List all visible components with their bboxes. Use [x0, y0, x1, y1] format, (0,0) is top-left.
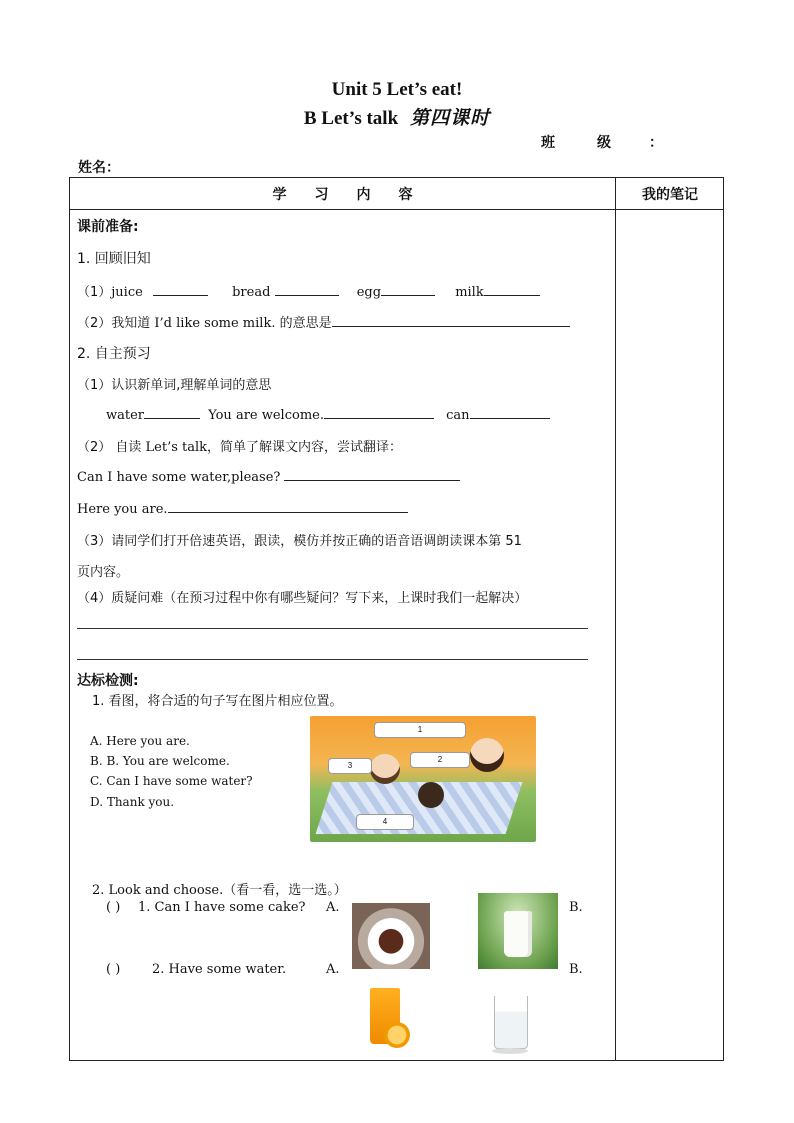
read-aloud-instruction-cont: 页内容。	[77, 565, 130, 580]
task1-instruction: 1. 看图，将合适的句子写在图片相应位置。	[92, 694, 343, 709]
answer-blank[interactable]	[332, 314, 570, 327]
unit-title: Unit 5 Let’s eat!	[331, 79, 463, 100]
speech-bubble-4[interactable]: 4	[356, 814, 414, 830]
milk-glass	[504, 911, 532, 957]
q1-option-a-label: A.	[326, 900, 340, 915]
picnic-image	[310, 716, 536, 842]
water-glass	[494, 996, 528, 1049]
q2-option-a-label: A.	[326, 962, 340, 977]
q1-answer-paren[interactable]: ( )	[106, 900, 121, 915]
answer-blank[interactable]	[275, 283, 339, 296]
q2-answer-paren[interactable]: ( )	[106, 962, 121, 977]
answer-blank[interactable]	[284, 468, 460, 481]
answer-blank[interactable]	[484, 283, 540, 296]
option-a: A. Here you are.	[90, 734, 190, 748]
translate-sentence-2: Here you are.	[77, 500, 408, 517]
answer-blank[interactable]	[153, 283, 208, 296]
questions-instruction: （4）质疑问难（在预习过程中你有哪些疑问？写下来，上课时我们一起解决）	[77, 591, 528, 606]
orange-juice-image[interactable]	[364, 984, 414, 1054]
q2-option-b-label: B.	[569, 962, 583, 977]
task2-instruction: 2. Look and choose.（看一看，选一选。）	[92, 883, 347, 898]
lesson-period: 第四课时	[410, 108, 491, 129]
translate-sentence-1: Can I have some water,please?	[77, 468, 460, 485]
option-c: C. Can I have some water?	[90, 774, 253, 788]
class-field	[541, 132, 671, 152]
meaning-question: （2）我知道 I’d like some milk. 的意思是	[77, 312, 570, 331]
q1-text: 1. Can I have some cake?	[138, 900, 306, 915]
word-review-line: （1）juice bread egg milk	[77, 281, 540, 300]
preview-heading: 课前准备:	[77, 219, 139, 235]
option-d: D. Thank you.	[90, 795, 175, 809]
self-study-heading: 2. 自主预习	[77, 346, 151, 362]
column-divider	[615, 178, 616, 1060]
name-label: 姓名：	[78, 160, 120, 176]
speech-bubble-1[interactable]: 1	[374, 722, 466, 738]
q2-text: 2. Have some water.	[152, 962, 287, 977]
header-divider	[70, 209, 723, 210]
writing-line[interactable]	[77, 628, 588, 629]
vocab-line: water You are welcome. can	[106, 406, 550, 423]
option-b: B. B. You are welcome.	[90, 754, 230, 768]
class-label-b: 级	[597, 135, 611, 151]
answer-blank[interactable]	[168, 500, 408, 513]
boy-figure	[370, 754, 400, 784]
speech-bubble-3[interactable]: 3	[328, 758, 372, 774]
water-image[interactable]	[488, 986, 532, 1060]
class-label-a: 班	[541, 135, 555, 151]
orange-slice	[384, 1022, 410, 1048]
answer-blank[interactable]	[144, 406, 200, 419]
glass-shadow	[492, 1048, 528, 1054]
read-aloud-instruction: （3）请同学们打开倍速英语，跟读，模仿并按正确的语音语调朗读课本第 51	[77, 534, 522, 549]
speech-bubble-2[interactable]: 2	[410, 752, 470, 768]
reading-instruction: （2） 自读 Let’s talk，简单了解课文内容，尝试翻译：	[77, 440, 403, 455]
q1-option-b-label: B.	[569, 900, 583, 915]
lesson-title	[0, 103, 794, 130]
answer-blank[interactable]	[470, 406, 550, 419]
check-heading: 达标检测:	[77, 673, 139, 689]
class-colon: ：	[649, 135, 663, 151]
answer-blank[interactable]	[324, 406, 434, 419]
column-header-content: 学 习 内 容	[272, 187, 413, 203]
lesson-name: B Let’s talk	[303, 108, 399, 129]
child-figure	[418, 782, 444, 808]
answer-blank[interactable]	[381, 283, 435, 296]
column-header-notes: 我的笔记	[642, 187, 698, 203]
cake-image[interactable]	[352, 903, 430, 969]
new-words-instruction: （1）认识新单词,理解单词的意思	[77, 378, 272, 393]
review-heading: 1. 回顾旧知	[77, 251, 151, 267]
writing-line[interactable]	[77, 659, 588, 660]
girl-figure	[470, 738, 504, 772]
milk-image[interactable]	[478, 893, 558, 969]
